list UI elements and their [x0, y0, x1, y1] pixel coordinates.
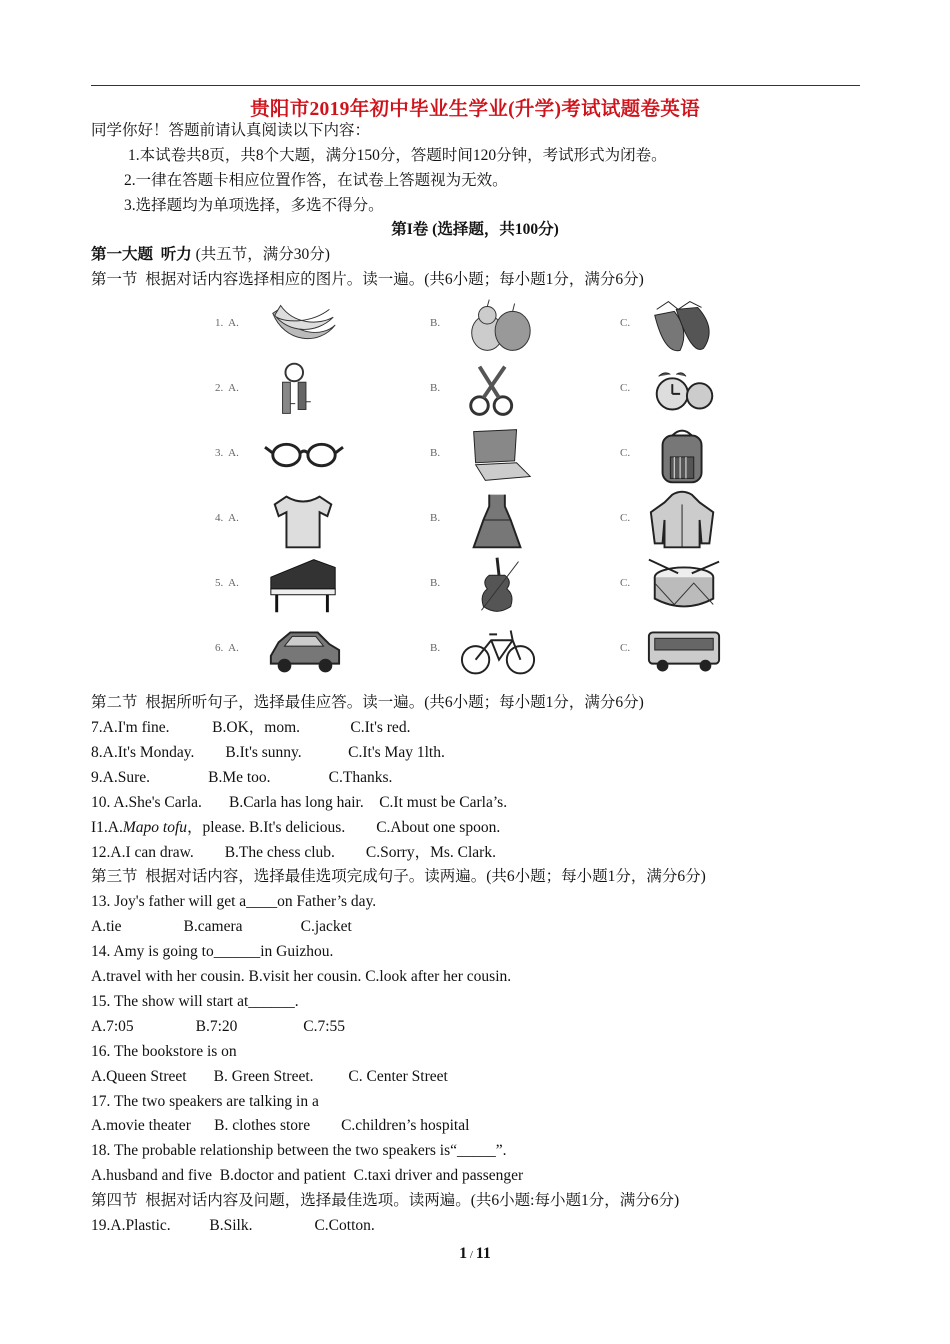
question-8: 8.A.It's Monday. B.It's sunny. C.It's May 1lth. [91, 744, 445, 761]
q11-prefix: I1.A. [91, 819, 123, 836]
picture-option-label: C. [620, 577, 631, 589]
laptop-icon [460, 425, 538, 485]
question-14: 14. Amy is going to______in Guizhou. [91, 943, 334, 960]
section3-heading: 第三节 根据对话内容，选择最佳选项完成句子。读两遍。(共6小题；每小题1分，满分6分) [91, 868, 706, 885]
picture-option-label: B. [430, 382, 441, 394]
strawberry-icon [645, 295, 723, 355]
picture-option-label: C. [620, 447, 631, 459]
rule-3: 3.选择题均为单项选择，多选不得分。 [124, 197, 384, 214]
question-16-options: A.Queen Street B. Green Street. C. Center Street [91, 1068, 448, 1085]
picture-option-label: B. [430, 577, 441, 589]
picture-option-6-b [430, 620, 580, 682]
picture-option-1-a [215, 295, 365, 357]
picture-option-label: 5. A. [215, 577, 239, 589]
section1-heading: 第一节 根据对话内容选择相应的图片。读一遍。(共6小题；每小题1分，满分6分) [91, 271, 644, 288]
pear-icon [460, 295, 538, 355]
picture-option-label: 1. A. [215, 317, 239, 329]
picture-option-label: C. [620, 382, 631, 394]
intro-text: 同学你好！答题前请认真阅读以下内容： [91, 122, 371, 139]
q11-italic: Mapo tofu [122, 819, 188, 836]
picture-option-label: 6. A. [215, 642, 239, 654]
part1-desc: (共五节，满分30分) [191, 246, 330, 263]
picture-option-2-b [430, 360, 580, 422]
question-13: 13. Joy's father will get a____on Father’s day. [91, 893, 377, 910]
picture-option-5-c [620, 555, 770, 617]
page-number: 1 [459, 1245, 468, 1262]
picture-option-label: C. [620, 642, 631, 654]
question-18-options: A.husband and five B.doctor and patient C.taxi driver and passenger [91, 1167, 524, 1184]
picture-option-label: 4. A. [215, 512, 239, 524]
picture-option-3-a [215, 425, 365, 487]
question-18: 18. The probable relationship between the two speakers is“_____”. [91, 1142, 507, 1159]
rule-2: 2.一律在答题卡相应位置作答，在试卷上答题视为无效。 [124, 172, 508, 189]
keys-icon [265, 360, 343, 420]
picture-option-3-b [430, 425, 580, 487]
picture-grid [215, 295, 725, 680]
bicycle-icon [460, 620, 538, 680]
part1-heading [91, 245, 330, 265]
picture-option-4-b [430, 490, 580, 552]
picture-option-4-c [620, 490, 770, 552]
piano-icon [265, 555, 343, 615]
picture-option-5-a [215, 555, 365, 617]
picture-option-label: 3. A. [215, 447, 239, 459]
glasses-icon [265, 425, 343, 485]
question-12: 12.A.I can draw. B.The chess club. C.Sorry，Ms. Clark. [91, 844, 496, 861]
question-17: 17. The two speakers are talking in a [91, 1093, 319, 1110]
question-15: 15. The show will start at______. [91, 993, 299, 1010]
picture-option-label: 2. A. [215, 382, 239, 394]
section4-heading: 第四节 根据对话内容及问题，选择最佳选项。读两遍。(共6小题:每小题1分，满分6分) [91, 1192, 680, 1209]
bus-icon [645, 620, 723, 680]
question-17-options: A.movie theater B. clothes store C.children’s hospital [91, 1117, 470, 1134]
top-rule [91, 85, 860, 86]
picture-option-label: B. [430, 642, 441, 654]
volume-heading: 第I卷 (选择题，共100分) [391, 221, 559, 238]
violin-icon [460, 555, 538, 615]
rule-1: 1.本试卷共8页，共8个大题，满分150分，答题时间120分钟，考试形式为闭卷。 [128, 147, 667, 164]
picture-option-label: B. [430, 512, 441, 524]
section2-heading: 第二节 根据所听句子，选择最佳应答。读一遍。(共6小题；每小题1分，满分6分) [91, 694, 644, 711]
question-11 [91, 818, 500, 838]
tshirt-icon [265, 490, 343, 550]
dress-icon [460, 490, 538, 550]
page-total: 11 [475, 1245, 491, 1262]
drum-icon [645, 555, 723, 615]
page-footer [0, 1245, 950, 1263]
question-15-options: A.7:05 B.7:20 C.7:55 [91, 1018, 346, 1035]
picture-option-2-c [620, 360, 770, 422]
picture-option-label: C. [620, 512, 631, 524]
picture-option-1-c [620, 295, 770, 357]
picture-option-label: B. [430, 447, 441, 459]
question-10: 10. A.She's Carla. B.Carla has long hair. C.It must be Carla’s. [91, 794, 508, 811]
picture-option-label: C. [620, 317, 631, 329]
picture-option-6-a [215, 620, 365, 682]
hoodie-icon [645, 490, 723, 550]
question-16: 16. The bookstore is on [91, 1043, 237, 1060]
backpack-icon [645, 425, 723, 485]
question-13-options: A.tie B.camera C.jacket [91, 918, 352, 935]
question-19: 19.A.Plastic. B.Silk. C.Cotton. [91, 1217, 375, 1234]
part1-label: 第一大题 听力 [91, 246, 192, 263]
picture-option-label: B. [430, 317, 441, 329]
page-title: 贵阳市2019年初中毕业生学业(升学)考试试题卷英语 [250, 99, 700, 120]
picture-option-1-b [430, 295, 580, 357]
picture-option-5-b [430, 555, 580, 617]
page-separator: / [467, 1249, 476, 1261]
picture-option-2-a [215, 360, 365, 422]
q11-rest: ，please. B.It's delicious. C.About one spoon. [187, 819, 501, 836]
scissors-icon [460, 360, 538, 420]
car-icon [265, 620, 343, 680]
banana-icon [265, 295, 343, 355]
question-9: 9.A.Sure. B.Me too. C.Thanks. [91, 769, 393, 786]
picture-option-6-c [620, 620, 770, 682]
picture-option-3-c [620, 425, 770, 487]
question-7: 7.A.I'm fine. B.OK，mom. C.It's red. [91, 719, 411, 736]
picture-option-4-a [215, 490, 365, 552]
question-14-options: A.travel with her cousin. B.visit her cousin. C.look after her cousin. [91, 968, 512, 985]
alarm-clock-icon [645, 360, 723, 420]
